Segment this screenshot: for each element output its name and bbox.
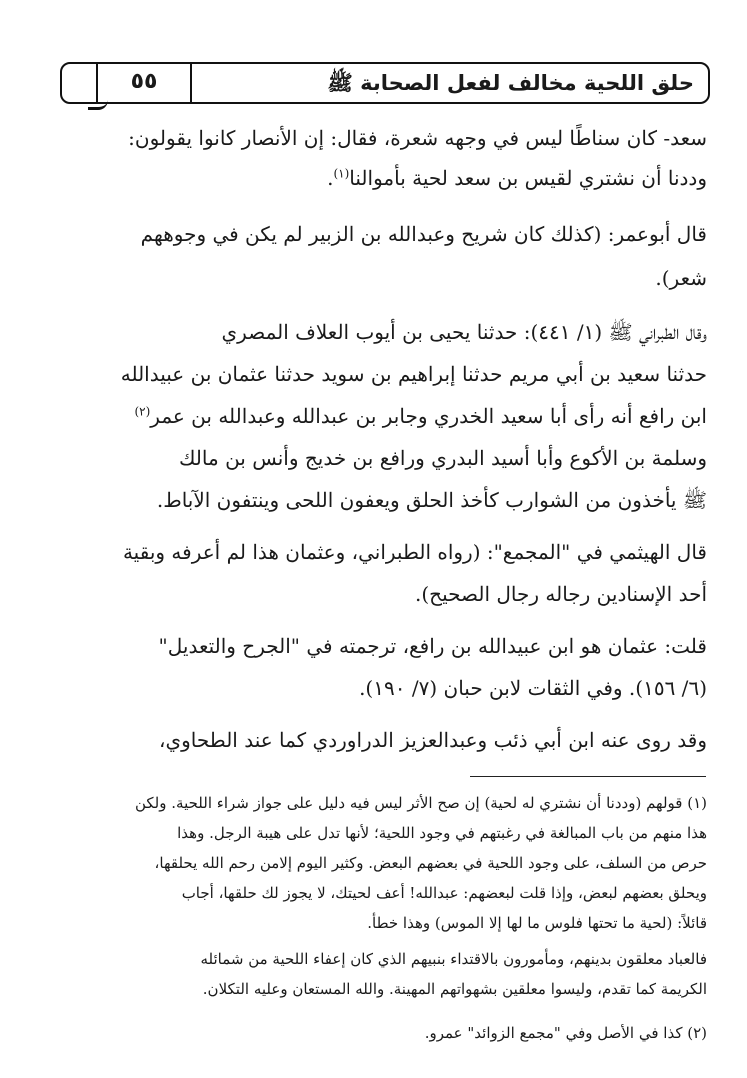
text-line-text: قال أبوعمر: (كذلك كان شريح وعبدالله بن الزبير لم يكن في وجوههم — [140, 222, 707, 246]
text-line-text: قلت: عثمان هو ابن عبيدالله بن رافع، ترجمته في "الجرح والتعديل" — [158, 634, 707, 658]
footnote-separator — [470, 776, 706, 777]
footnote-line-text: فالعباد معلقون بدينهم، ومأمورون بالاقتداء بنبيهم الذي كان إعفاء اللحية من شمائله — [200, 950, 707, 968]
footnote-line-text: (٢) كذا في الأصل وفي "مجمع الزوائد" عمرو. — [424, 1024, 707, 1042]
text-line-text: أحد الإسنادين رجاله رجال الصحيح). — [415, 582, 707, 606]
footnote-marker[interactable]: (١) — [333, 166, 350, 181]
text-line-text: (٦/ ١٥٦). وفي الثقات لابن حبان (٧/ ١٩٠). — [359, 676, 707, 700]
text-line-text: ابن رافع أنه رأى أبا سعيد الخدري وجابر بن عبدالله وعبدالله بن عمر$^{(٢)}$ — [134, 404, 707, 428]
footnote-line-text: (١) قولهم (وددنا أن نشتري له لحية) إن صح الأثر ليس فيه دليل على جواز شراء اللحية. ولكن — [134, 794, 707, 812]
text-line-text: قال الهيثمي في "المجمع": (رواه الطبراني، وعثمان هذا لم أعرفه وبقية — [122, 540, 707, 564]
footnote-line-text: هذا منهم من باب المبالغة في رغبتهم في وجود اللحية؛ لأنها تدل على هيبة الرجل. وهذا — [177, 824, 707, 842]
page-number-ornament — [88, 97, 108, 110]
text-line-text: سعد- كان سناطًا ليس في وجهه شعرة، فقال: إن الأنصار كانوا يقولون: — [128, 126, 707, 150]
footnote-line-text: الكريمة كما تقدم، وليسوا معلقين بشهواتهم المهينة. والله المستعان وعليه التكلان. — [202, 980, 707, 998]
page-number-box — [96, 62, 192, 104]
text-line-text: شعر). — [655, 266, 707, 290]
text-line-text: وقد روى عنه ابن أبي ذئب وعبدالعزيز الدراوردي كما عند الطحاوي، — [159, 728, 707, 752]
footnote-line-text: حرص من السلف، على وجود اللحية في بعضهم البعض. وكثير اليوم إلامن رحم الله يحلقها، — [154, 854, 707, 872]
footnote-marker[interactable]: (٢) — [134, 404, 151, 419]
running-title: حلق اللحية مخالف لفعل الصحابة ﷺ — [327, 71, 694, 95]
text-line-text: وقال الطبراني ﷺ (١/ ٤٤١): حدثنا يحيى بن أيوب العلاف المصري — [221, 320, 707, 344]
page-number: ٥٥ — [130, 69, 158, 94]
footnote-line-text: ويحلق بعضهم لبعض، وإذا قلت لبعضهم: عبدالله! أعف لحيتك، لا يجوز لك حلقها، أجاب — [181, 884, 707, 902]
text-line-text: ﷺ يأخذون من الشوارب كأخذ الحلق ويعفون اللحى وينتفون الآباط. — [156, 488, 707, 512]
text-line-text: وسلمة بن الأكوع وأبا أسيد البدري ورافع بن خديج وأنس بن مالك — [178, 446, 707, 470]
text-line-text: وددنا أن نشتري لقيس بن سعد لحية بأموالنا$^{(١)}$. — [327, 166, 707, 190]
text-line-text: حدثنا سعيد بن أبي مريم حدثنا إبراهيم بن سويد حدثنا عثمان بن عبيدالله — [120, 362, 707, 386]
footnote-line-text: قائلاً: (لحية ما تحتها فلوس ما لها إلا الموس) وهذا خطأ. — [367, 914, 707, 932]
page-header — [60, 62, 710, 104]
